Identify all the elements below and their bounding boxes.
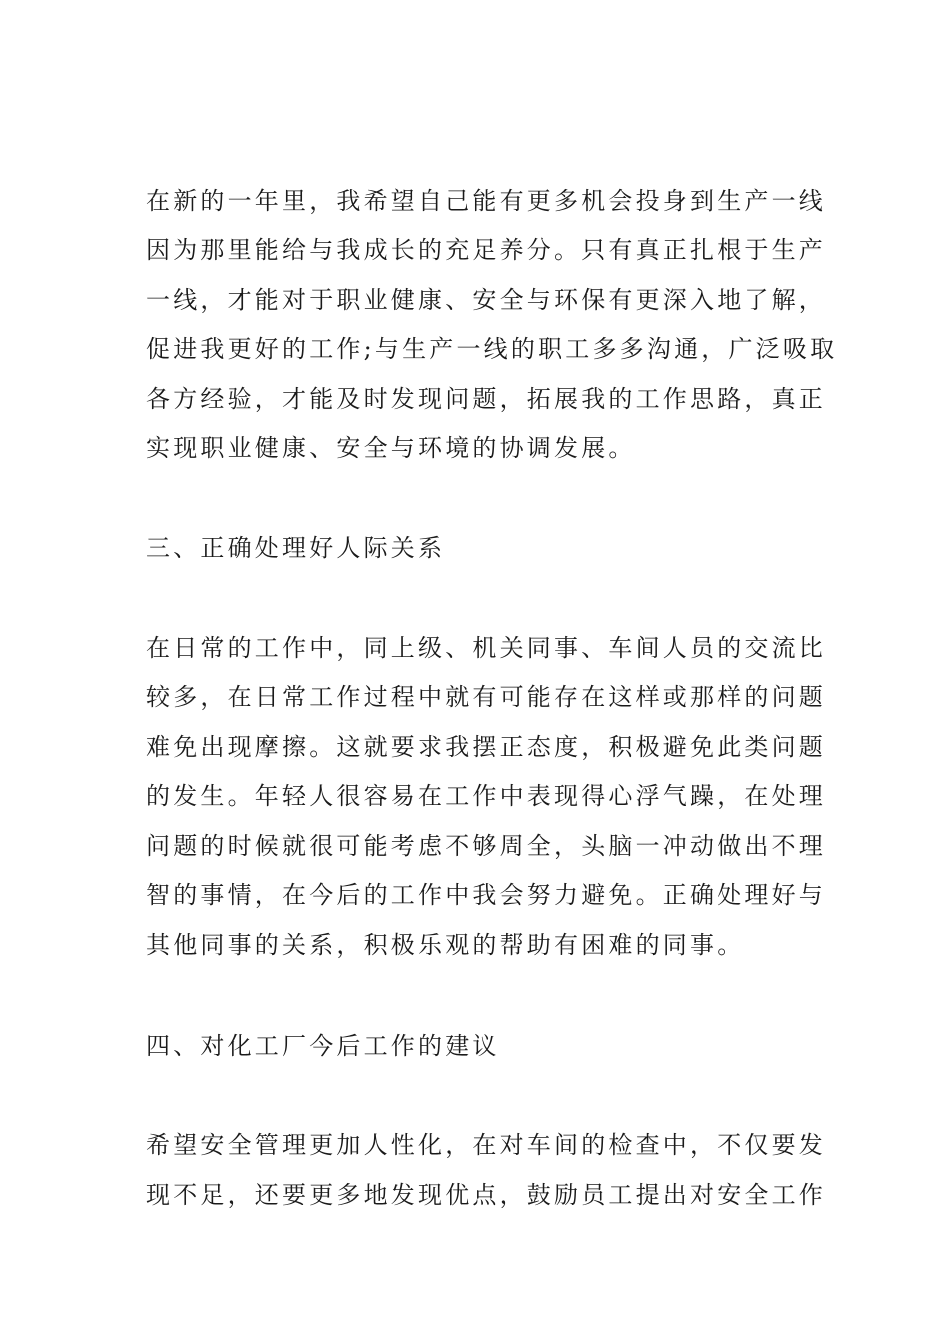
- paragraph-1-line-5: 各方经验，才能及时发现问题，拓展我的工作思路，真正: [146, 385, 826, 413]
- section-heading-4: 四、对化工厂今后工作的建议: [146, 1032, 500, 1060]
- paragraph-3-line-1: 希望安全管理更加人性化，在对车间的检查中，不仅要发: [146, 1131, 826, 1159]
- paragraph-2-line-6: 智的事情，在今后的工作中我会努力避免。正确处理好与: [146, 881, 826, 909]
- paragraph-2-line-4: 的发生。年轻人很容易在工作中表现得心浮气躁，在处理: [146, 782, 826, 810]
- paragraph-2-line-3: 难免出现摩擦。这就要求我摆正态度，积极避免此类问题: [146, 733, 826, 761]
- paragraph-1-line-1: 在新的一年里，我希望自己能有更多机会投身到生产一线: [146, 187, 826, 215]
- section-heading-3: 三、正确处理好人际关系: [146, 534, 446, 562]
- paragraph-1-line-2: 因为那里能给与我成长的充足养分。只有真正扎根于生产: [146, 236, 826, 264]
- paragraph-2-line-5: 问题的时候就很可能考虑不够周全，头脑一冲动做出不理: [146, 832, 826, 860]
- paragraph-3-line-2: 现不足，还要更多地发现优点，鼓励员工提出对安全工作: [146, 1181, 826, 1209]
- paragraph-2-line-1: 在日常的工作中，同上级、机关同事、车间人员的交流比: [146, 634, 826, 662]
- paragraph-1-line-3: 一线，才能对于职业健康、安全与环保有更深入地了解，: [146, 286, 826, 314]
- paragraph-2-line-2: 较多，在日常工作过程中就有可能存在这样或那样的问题: [146, 683, 826, 711]
- paragraph-1-line-6: 实现职业健康、安全与环境的协调发展。: [146, 434, 636, 462]
- paragraph-1-line-4: 促进我更好的工作;与生产一线的职工多多沟通，广泛吸取: [146, 335, 838, 363]
- paragraph-2-line-7: 其他同事的关系，积极乐观的帮助有困难的同事。: [146, 931, 745, 959]
